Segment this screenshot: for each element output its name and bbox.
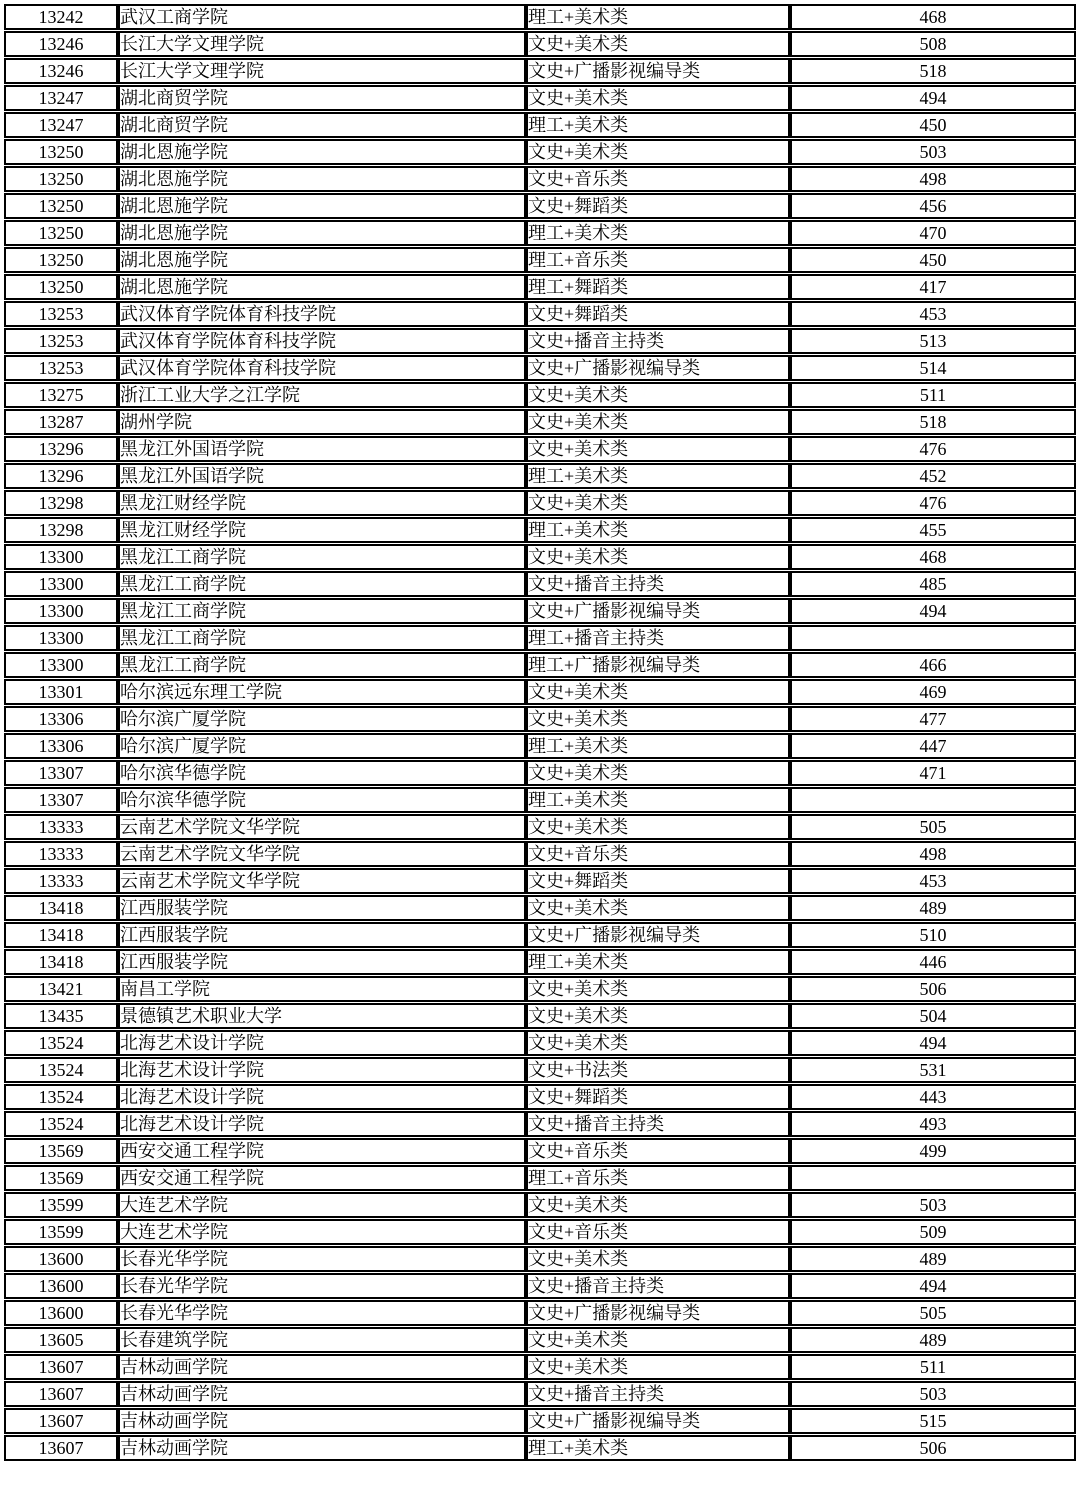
score-cell: 505: [790, 1300, 1076, 1326]
code-cell: 13242: [4, 4, 118, 30]
school-cell: 哈尔滨广厦学院: [118, 733, 526, 759]
table-row: [4, 949, 1076, 975]
score-cell: 455: [790, 517, 1076, 543]
score-cell: 498: [790, 841, 1076, 867]
score-cell: 452: [790, 463, 1076, 489]
category-cell: 文史+美术类: [526, 1192, 790, 1218]
score-cell: [790, 625, 1076, 651]
score-cell: 443: [790, 1084, 1076, 1110]
score-cell: 456: [790, 193, 1076, 219]
category-cell: 文史+舞蹈类: [526, 193, 790, 219]
school-cell: 浙江工业大学之江学院: [118, 382, 526, 408]
code-cell: 13300: [4, 598, 118, 624]
code-cell: 13246: [4, 58, 118, 84]
score-cell: 446: [790, 949, 1076, 975]
score-cell: [790, 1165, 1076, 1191]
category-cell: 文史+美术类: [526, 1030, 790, 1056]
score-cell: 477: [790, 706, 1076, 732]
score-cell: 470: [790, 220, 1076, 246]
table-row: [4, 1435, 1076, 1461]
category-cell: 理工+美术类: [526, 517, 790, 543]
code-cell: 13418: [4, 922, 118, 948]
category-cell: 文史+美术类: [526, 490, 790, 516]
table-row: [4, 976, 1076, 1002]
code-cell: 13306: [4, 706, 118, 732]
school-cell: 北海艺术设计学院: [118, 1057, 526, 1083]
school-cell: 大连艺术学院: [118, 1219, 526, 1245]
category-cell: 理工+舞蹈类: [526, 274, 790, 300]
table-row: [4, 598, 1076, 624]
table-row: [4, 355, 1076, 381]
code-cell: 13250: [4, 193, 118, 219]
school-cell: 湖北商贸学院: [118, 112, 526, 138]
school-cell: 南昌工学院: [118, 976, 526, 1002]
code-cell: 13307: [4, 760, 118, 786]
school-cell: 哈尔滨远东理工学院: [118, 679, 526, 705]
code-cell: 13247: [4, 112, 118, 138]
category-cell: 文史+音乐类: [526, 841, 790, 867]
score-cell: 514: [790, 355, 1076, 381]
code-cell: 13599: [4, 1219, 118, 1245]
school-cell: 吉林动画学院: [118, 1354, 526, 1380]
score-cell: 515: [790, 1408, 1076, 1434]
code-cell: 13524: [4, 1111, 118, 1137]
code-cell: 13250: [4, 274, 118, 300]
category-cell: 文史+音乐类: [526, 1138, 790, 1164]
code-cell: 13600: [4, 1246, 118, 1272]
category-cell: 理工+美术类: [526, 733, 790, 759]
table-row: [4, 409, 1076, 435]
school-cell: 黑龙江外国语学院: [118, 463, 526, 489]
code-cell: 13421: [4, 976, 118, 1002]
table-row: [4, 382, 1076, 408]
code-cell: 13250: [4, 139, 118, 165]
table-row: [4, 787, 1076, 813]
code-cell: 13300: [4, 571, 118, 597]
category-cell: 文史+舞蹈类: [526, 868, 790, 894]
table-row: [4, 1084, 1076, 1110]
code-cell: 13605: [4, 1327, 118, 1353]
table-row: [4, 1273, 1076, 1299]
category-cell: 文史+美术类: [526, 1246, 790, 1272]
code-cell: 13418: [4, 949, 118, 975]
school-cell: 湖北恩施学院: [118, 274, 526, 300]
score-cell: 509: [790, 1219, 1076, 1245]
school-cell: 大连艺术学院: [118, 1192, 526, 1218]
table-row: [4, 58, 1076, 84]
code-cell: 13524: [4, 1057, 118, 1083]
code-cell: 13333: [4, 841, 118, 867]
category-cell: 文史+广播影视编导类: [526, 355, 790, 381]
school-cell: 武汉体育学院体育科技学院: [118, 301, 526, 327]
category-cell: 理工+音乐类: [526, 247, 790, 273]
score-cell: 493: [790, 1111, 1076, 1137]
code-cell: 13524: [4, 1084, 118, 1110]
table-row: [4, 868, 1076, 894]
category-cell: 文史+美术类: [526, 409, 790, 435]
score-cell: 469: [790, 679, 1076, 705]
code-cell: 13524: [4, 1030, 118, 1056]
table-row: [4, 220, 1076, 246]
table-row: [4, 1111, 1076, 1137]
code-cell: 13599: [4, 1192, 118, 1218]
table-row: [4, 1327, 1076, 1353]
table-row: [4, 652, 1076, 678]
score-cell: 485: [790, 571, 1076, 597]
code-cell: 13306: [4, 733, 118, 759]
score-table-body: [4, 4, 1076, 1461]
score-cell: 506: [790, 976, 1076, 1002]
table-row: [4, 1246, 1076, 1272]
code-cell: 13569: [4, 1138, 118, 1164]
table-row: [4, 841, 1076, 867]
school-cell: 湖北恩施学院: [118, 139, 526, 165]
table-row: [4, 1030, 1076, 1056]
category-cell: 理工+美术类: [526, 112, 790, 138]
code-cell: 13607: [4, 1381, 118, 1407]
table-row: [4, 274, 1076, 300]
category-cell: 理工+播音主持类: [526, 625, 790, 651]
school-cell: 云南艺术学院文华学院: [118, 814, 526, 840]
school-cell: 哈尔滨华德学院: [118, 787, 526, 813]
score-cell: 468: [790, 544, 1076, 570]
table-row: [4, 733, 1076, 759]
score-cell: 503: [790, 1381, 1076, 1407]
code-cell: 13307: [4, 787, 118, 813]
code-cell: 13246: [4, 31, 118, 57]
admission-score-table: [4, 3, 1076, 1462]
table-row: [4, 1003, 1076, 1029]
score-cell: 503: [790, 139, 1076, 165]
score-cell: 494: [790, 598, 1076, 624]
code-cell: 13300: [4, 544, 118, 570]
category-cell: 文史+美术类: [526, 139, 790, 165]
code-cell: 13287: [4, 409, 118, 435]
school-cell: 云南艺术学院文华学院: [118, 841, 526, 867]
score-cell: [790, 787, 1076, 813]
category-cell: 文史+音乐类: [526, 1219, 790, 1245]
category-cell: 文史+美术类: [526, 760, 790, 786]
category-cell: 文史+美术类: [526, 31, 790, 57]
table-row: [4, 1219, 1076, 1245]
category-cell: 文史+书法类: [526, 1057, 790, 1083]
category-cell: 文史+播音主持类: [526, 328, 790, 354]
score-cell: 511: [790, 1354, 1076, 1380]
code-cell: 13250: [4, 166, 118, 192]
score-cell: 447: [790, 733, 1076, 759]
score-cell: 417: [790, 274, 1076, 300]
school-cell: 黑龙江财经学院: [118, 490, 526, 516]
school-cell: 长江大学文理学院: [118, 58, 526, 84]
code-cell: 13333: [4, 814, 118, 840]
code-cell: 13253: [4, 355, 118, 381]
school-cell: 西安交通工程学院: [118, 1138, 526, 1164]
score-cell: 494: [790, 1273, 1076, 1299]
school-cell: 江西服装学院: [118, 949, 526, 975]
score-cell: 499: [790, 1138, 1076, 1164]
school-cell: 湖北恩施学院: [118, 166, 526, 192]
school-cell: 北海艺术设计学院: [118, 1030, 526, 1056]
category-cell: 理工+美术类: [526, 1435, 790, 1461]
category-cell: 文史+播音主持类: [526, 571, 790, 597]
category-cell: 文史+美术类: [526, 1354, 790, 1380]
score-cell: 466: [790, 652, 1076, 678]
score-cell: 518: [790, 58, 1076, 84]
score-cell: 506: [790, 1435, 1076, 1461]
table-row: [4, 1057, 1076, 1083]
code-cell: 13275: [4, 382, 118, 408]
school-cell: 湖州学院: [118, 409, 526, 435]
code-cell: 13569: [4, 1165, 118, 1191]
score-cell: 504: [790, 1003, 1076, 1029]
table-row: [4, 1354, 1076, 1380]
score-cell: 508: [790, 31, 1076, 57]
table-row: [4, 1381, 1076, 1407]
school-cell: 江西服装学院: [118, 895, 526, 921]
code-cell: 13600: [4, 1300, 118, 1326]
score-cell: 494: [790, 1030, 1076, 1056]
score-cell: 513: [790, 328, 1076, 354]
table-row: [4, 463, 1076, 489]
code-cell: 13250: [4, 247, 118, 273]
table-row: [4, 1408, 1076, 1434]
school-cell: 江西服装学院: [118, 922, 526, 948]
category-cell: 理工+美术类: [526, 4, 790, 30]
school-cell: 武汉工商学院: [118, 4, 526, 30]
table-row: [4, 571, 1076, 597]
category-cell: 文史+美术类: [526, 706, 790, 732]
table-row: [4, 166, 1076, 192]
table-row: [4, 1165, 1076, 1191]
category-cell: 理工+音乐类: [526, 1165, 790, 1191]
school-cell: 黑龙江财经学院: [118, 517, 526, 543]
category-cell: 文史+播音主持类: [526, 1381, 790, 1407]
table-row: [4, 301, 1076, 327]
category-cell: 文史+播音主持类: [526, 1273, 790, 1299]
table-row: [4, 139, 1076, 165]
code-cell: 13298: [4, 490, 118, 516]
category-cell: 文史+美术类: [526, 85, 790, 111]
school-cell: 黑龙江工商学院: [118, 625, 526, 651]
code-cell: 13300: [4, 652, 118, 678]
code-cell: 13418: [4, 895, 118, 921]
table-row: [4, 85, 1076, 111]
category-cell: 文史+美术类: [526, 976, 790, 1002]
score-cell: 503: [790, 1192, 1076, 1218]
school-cell: 长春光华学院: [118, 1273, 526, 1299]
score-cell: 489: [790, 895, 1076, 921]
table-row: [4, 31, 1076, 57]
category-cell: 理工+美术类: [526, 220, 790, 246]
score-cell: 505: [790, 814, 1076, 840]
school-cell: 黑龙江工商学院: [118, 598, 526, 624]
category-cell: 文史+美术类: [526, 1327, 790, 1353]
table-row: [4, 517, 1076, 543]
school-cell: 长春光华学院: [118, 1300, 526, 1326]
school-cell: 吉林动画学院: [118, 1408, 526, 1434]
table-row: [4, 760, 1076, 786]
table-row: [4, 328, 1076, 354]
code-cell: 13253: [4, 301, 118, 327]
table-row: [4, 112, 1076, 138]
school-cell: 黑龙江工商学院: [118, 544, 526, 570]
category-cell: 文史+美术类: [526, 544, 790, 570]
school-cell: 长春光华学院: [118, 1246, 526, 1272]
table-row: [4, 814, 1076, 840]
score-cell: 489: [790, 1246, 1076, 1272]
score-cell: 471: [790, 760, 1076, 786]
category-cell: 理工+美术类: [526, 463, 790, 489]
category-cell: 文史+美术类: [526, 382, 790, 408]
category-cell: 文史+舞蹈类: [526, 301, 790, 327]
category-cell: 文史+美术类: [526, 895, 790, 921]
category-cell: 文史+美术类: [526, 679, 790, 705]
code-cell: 13333: [4, 868, 118, 894]
category-cell: 理工+美术类: [526, 787, 790, 813]
table-row: [4, 895, 1076, 921]
table-row: [4, 922, 1076, 948]
school-cell: 武汉体育学院体育科技学院: [118, 355, 526, 381]
table-row: [4, 4, 1076, 30]
school-cell: 北海艺术设计学院: [118, 1084, 526, 1110]
score-cell: 450: [790, 112, 1076, 138]
table-row: [4, 1192, 1076, 1218]
category-cell: 文史+广播影视编导类: [526, 922, 790, 948]
table-row: [4, 436, 1076, 462]
category-cell: 文史+广播影视编导类: [526, 1300, 790, 1326]
table-row: [4, 247, 1076, 273]
category-cell: 文史+美术类: [526, 814, 790, 840]
code-cell: 13250: [4, 220, 118, 246]
score-cell: 450: [790, 247, 1076, 273]
school-cell: 吉林动画学院: [118, 1435, 526, 1461]
code-cell: 13600: [4, 1273, 118, 1299]
score-cell: 468: [790, 4, 1076, 30]
category-cell: 文史+美术类: [526, 1003, 790, 1029]
school-cell: 云南艺术学院文华学院: [118, 868, 526, 894]
school-cell: 哈尔滨华德学院: [118, 760, 526, 786]
score-cell: 518: [790, 409, 1076, 435]
table-row: [4, 193, 1076, 219]
category-cell: 文史+播音主持类: [526, 1111, 790, 1137]
code-cell: 13607: [4, 1354, 118, 1380]
school-cell: 北海艺术设计学院: [118, 1111, 526, 1137]
score-cell: 494: [790, 85, 1076, 111]
table-row: [4, 544, 1076, 570]
school-cell: 吉林动画学院: [118, 1381, 526, 1407]
score-cell: 510: [790, 922, 1076, 948]
school-cell: 武汉体育学院体育科技学院: [118, 328, 526, 354]
school-cell: 哈尔滨广厦学院: [118, 706, 526, 732]
category-cell: 文史+美术类: [526, 436, 790, 462]
score-cell: 476: [790, 436, 1076, 462]
score-cell: 489: [790, 1327, 1076, 1353]
school-cell: 长春建筑学院: [118, 1327, 526, 1353]
category-cell: 理工+广播影视编导类: [526, 652, 790, 678]
score-cell: 453: [790, 868, 1076, 894]
table-row: [4, 706, 1076, 732]
category-cell: 文史+广播影视编导类: [526, 1408, 790, 1434]
score-cell: 476: [790, 490, 1076, 516]
category-cell: 文史+广播影视编导类: [526, 598, 790, 624]
code-cell: 13247: [4, 85, 118, 111]
category-cell: 文史+音乐类: [526, 166, 790, 192]
school-cell: 湖北恩施学院: [118, 247, 526, 273]
school-cell: 湖北恩施学院: [118, 193, 526, 219]
code-cell: 13296: [4, 436, 118, 462]
school-cell: 黑龙江外国语学院: [118, 436, 526, 462]
code-cell: 13301: [4, 679, 118, 705]
school-cell: 西安交通工程学院: [118, 1165, 526, 1191]
code-cell: 13607: [4, 1435, 118, 1461]
school-cell: 景德镇艺术职业大学: [118, 1003, 526, 1029]
score-cell: 511: [790, 382, 1076, 408]
school-cell: 黑龙江工商学院: [118, 571, 526, 597]
school-cell: 黑龙江工商学院: [118, 652, 526, 678]
category-cell: 文史+广播影视编导类: [526, 58, 790, 84]
code-cell: 13296: [4, 463, 118, 489]
table-row: [4, 625, 1076, 651]
score-cell: 453: [790, 301, 1076, 327]
table-row: [4, 1300, 1076, 1326]
table-row: [4, 490, 1076, 516]
code-cell: 13435: [4, 1003, 118, 1029]
category-cell: 理工+美术类: [526, 949, 790, 975]
school-cell: 湖北恩施学院: [118, 220, 526, 246]
score-cell: 531: [790, 1057, 1076, 1083]
score-cell: 498: [790, 166, 1076, 192]
code-cell: 13300: [4, 625, 118, 651]
table-row: [4, 679, 1076, 705]
school-cell: 湖北商贸学院: [118, 85, 526, 111]
school-cell: 长江大学文理学院: [118, 31, 526, 57]
category-cell: 文史+舞蹈类: [526, 1084, 790, 1110]
code-cell: 13253: [4, 328, 118, 354]
code-cell: 13607: [4, 1408, 118, 1434]
table-row: [4, 1138, 1076, 1164]
code-cell: 13298: [4, 517, 118, 543]
